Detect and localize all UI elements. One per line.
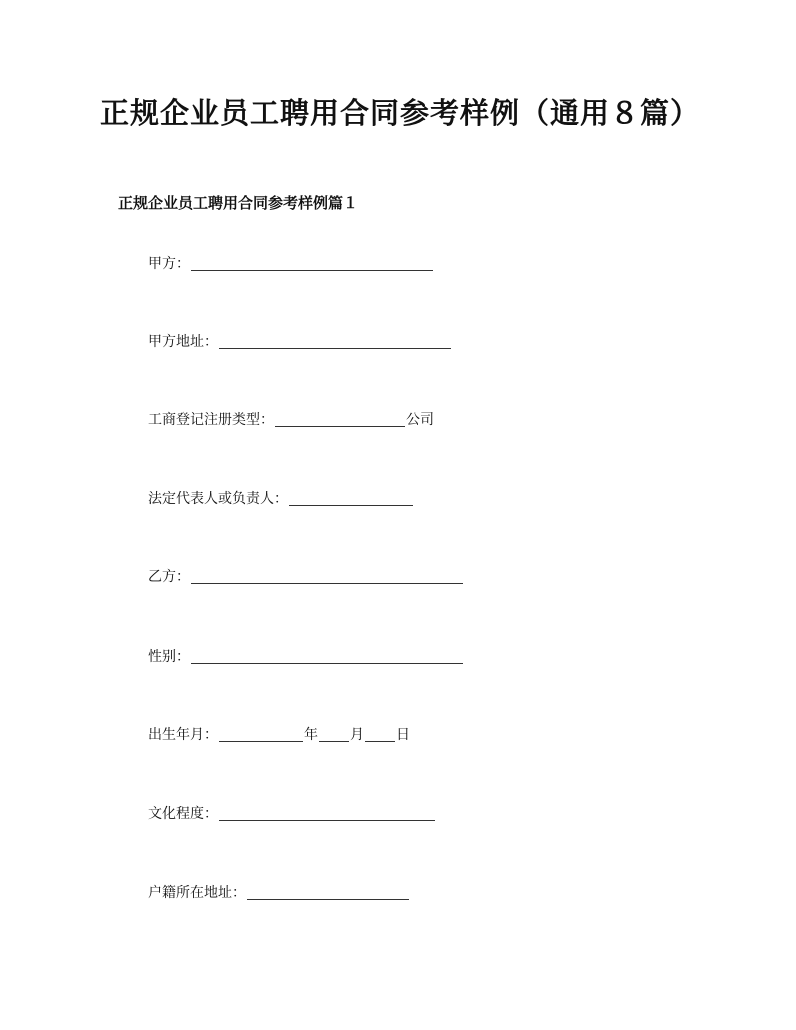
field-party-a-address: [148, 330, 452, 352]
field-label: 甲方地址：: [148, 334, 218, 350]
gender-blank[interactable]: [191, 647, 463, 664]
field-label: 出生年月：: [148, 727, 218, 743]
field-gender: [148, 645, 464, 667]
month-unit: 月: [350, 727, 364, 743]
day-unit: 日: [396, 727, 410, 743]
field-label: 法定代表人或负责人：: [148, 491, 288, 507]
field-education: [148, 802, 436, 824]
field-household-address: [148, 881, 410, 903]
section-heading: 正规企业员工聘用合同参考样例篇１: [118, 194, 359, 212]
birth-month-blank[interactable]: [319, 725, 349, 742]
field-legal-representative: [148, 487, 414, 509]
household-address-blank[interactable]: [247, 883, 409, 900]
registration-type-blank[interactable]: [275, 410, 405, 427]
year-unit: 年: [304, 727, 318, 743]
field-label: 甲方：: [148, 256, 190, 272]
party-a-blank[interactable]: [191, 254, 433, 271]
education-blank[interactable]: [219, 804, 435, 821]
field-label: 乙方：: [148, 569, 190, 585]
field-business-registration-type: [148, 408, 434, 430]
field-party-a: [148, 252, 434, 274]
field-birth-date: [148, 723, 410, 745]
field-label: 文化程度：: [148, 806, 218, 822]
field-party-b: [148, 565, 464, 587]
party-a-address-blank[interactable]: [219, 332, 451, 349]
field-label: 户籍所在地址：: [148, 885, 246, 901]
legal-representative-blank[interactable]: [289, 489, 413, 506]
birth-day-blank[interactable]: [365, 725, 395, 742]
field-label: 性别：: [148, 649, 190, 665]
field-label: 工商登记注册类型：: [148, 412, 274, 428]
birth-year-blank[interactable]: [219, 725, 303, 742]
party-b-blank[interactable]: [191, 567, 463, 584]
document-title: 正规企业员工聘用合同参考样例（通用８篇）: [100, 96, 701, 130]
company-suffix: 公司: [406, 412, 434, 428]
